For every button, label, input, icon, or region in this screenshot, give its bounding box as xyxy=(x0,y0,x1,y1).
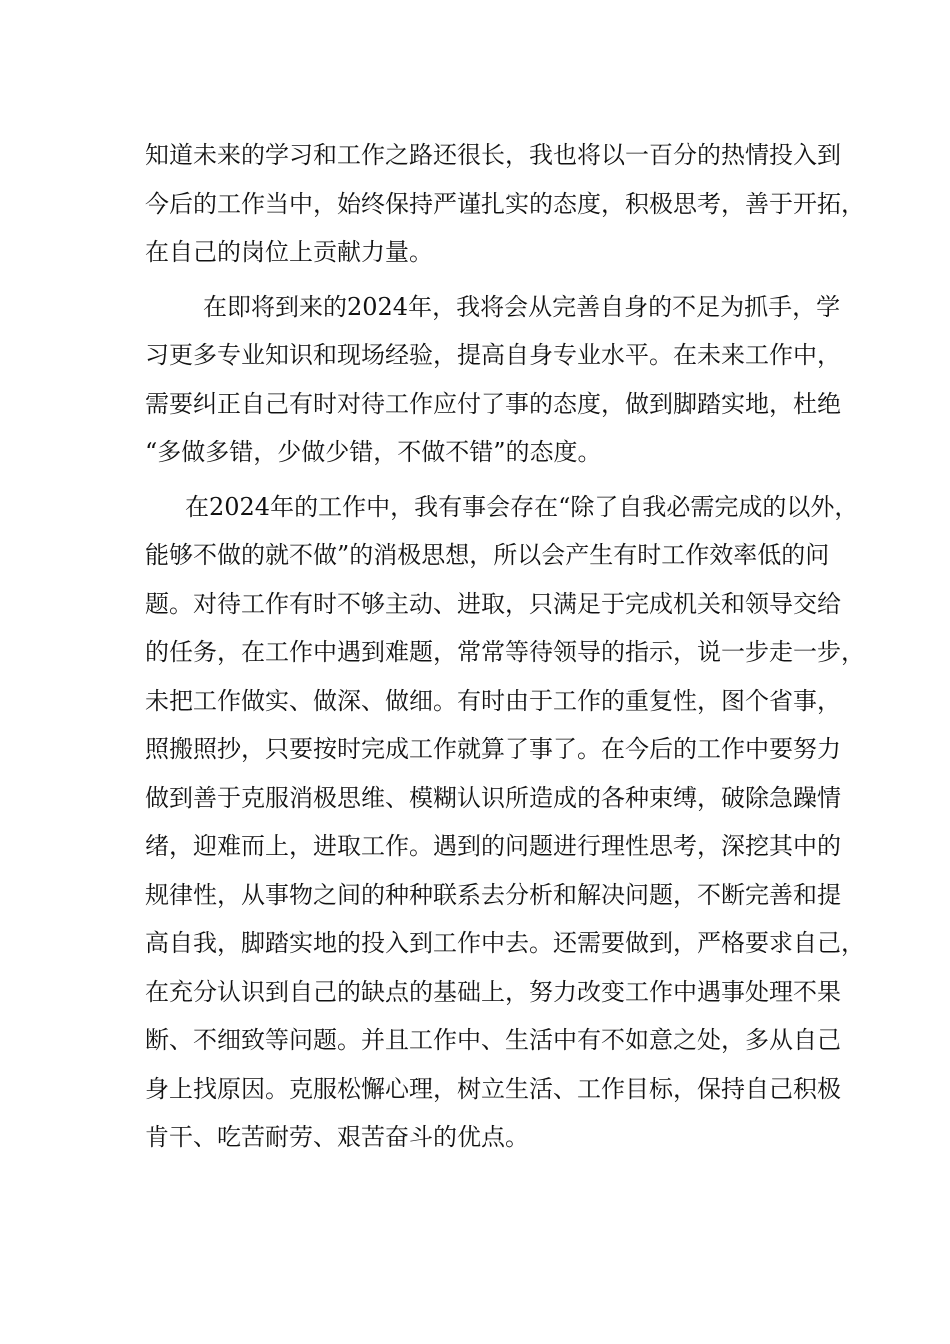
paragraph-2 xyxy=(145,283,841,477)
text-line: 照搬照抄，只要按时完成工作就算了事了。在今后的工作中要努力 xyxy=(145,735,841,763)
text-line: 在即将到来的2024年，我将会从完善自身的不足为抓手，学 xyxy=(203,292,841,321)
text-line: 在2024年的工作中，我有事会存在“除了自我必需完成的以外， xyxy=(185,492,859,521)
text-line: 断、不细致等问题。并且工作中、生活中有不如意之处，多从自己 xyxy=(145,1026,841,1054)
text-line: 做到善于克服消极思维、模糊认识所造成的各种束缚，破除急躁情 xyxy=(145,783,841,812)
text-line: 题。对待工作有时不够主动、进取，只满足于完成机关和领导交给 xyxy=(145,589,841,618)
text-line: 身上找原因。克服松懈心理，树立生活、工作目标，保持自己积极 xyxy=(145,1074,841,1103)
text-line: 需要纠正自己有时对待工作应付了事的态度，做到脚踏实地，杜绝 xyxy=(145,389,841,418)
text-line: 今后的工作当中，始终保持严谨扎实的态度，积极思考，善于开拓， xyxy=(145,189,865,218)
text-line: 的任务，在工作中遇到难题，常常等待领导的指示，说一步走一步， xyxy=(145,638,865,666)
text-line: 高自我，脚踏实地的投入到工作中去。还需要做到，严格要求自己， xyxy=(145,929,865,957)
text-line: “多做多错，少做少错，不做不错”的态度。 xyxy=(145,438,602,466)
text-line: 在充分认识到自己的缺点的基础上，努力改变工作中遇事处理不果 xyxy=(145,977,841,1006)
text-line: 能够不做的就不做”的消极思想，所以会产生有时工作效率低的问 xyxy=(145,541,830,569)
paragraph-1 xyxy=(145,131,865,277)
text-line: 规律性，从事物之间的种种联系去分析和解决问题，不断完善和提 xyxy=(145,880,841,909)
text-line: 知道未来的学习和工作之路还很长，我也将以一百分的热情投入到 xyxy=(145,141,841,169)
paragraph-3 xyxy=(145,483,865,1162)
text-line: 未把工作做实、做深、做细。有时由于工作的重复性，图个省事， xyxy=(145,686,841,715)
text-line: 习更多专业知识和现场经验，提高自身专业水平。在未来工作中， xyxy=(145,341,841,369)
text-line: 绪，迎难而上，进取工作。遇到的问题进行理性思考，深挖其中的 xyxy=(145,832,841,860)
text-line: 在自己的岗位上贡献力量。 xyxy=(145,238,433,266)
document-body xyxy=(145,131,865,1162)
text-line: 肯干、吃苦耐劳、艰苦奋斗的优点。 xyxy=(145,1123,529,1151)
